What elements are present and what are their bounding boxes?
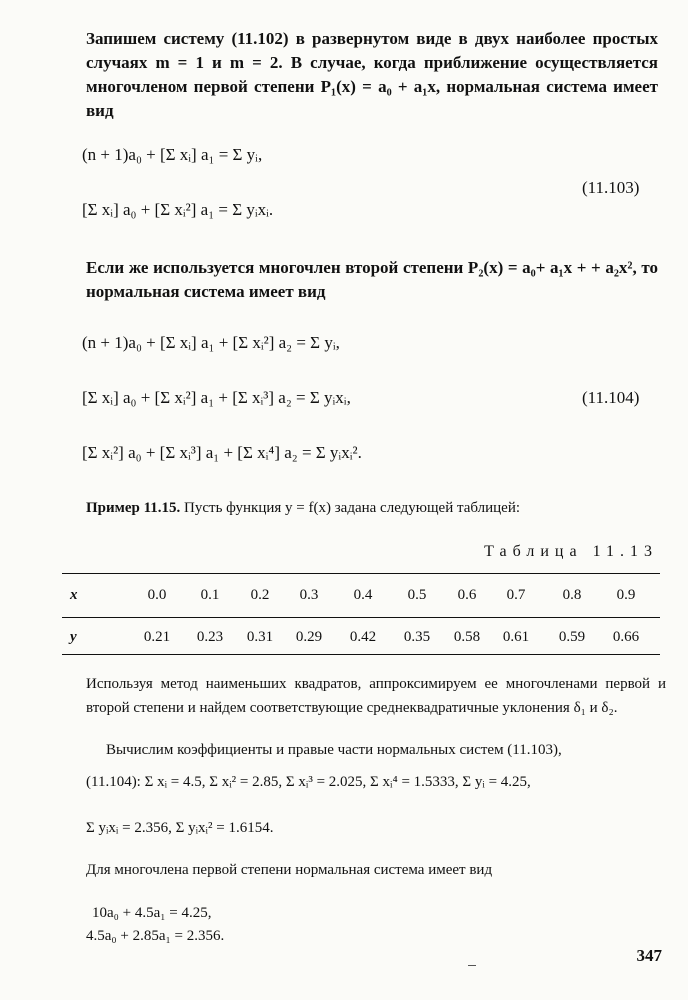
table-y-cell: 0.42 [349,629,377,645]
table-x-cell: 0.0 [147,587,167,603]
system-row-2: 4.5a₀ + 2.85a₁ = 2.356. [86,928,225,944]
eq-11-104-row-3: [Σ xᵢ²] a₀ + [Σ xᵢ³] a₁ + [Σ xᵢ⁴] a₂ = Σ yᵢxᵢ². [82,443,362,462]
intro-paragraph: Запишем систему (11.102) в развернутом виде в двух наиболее простых случаях m = 1 и m = 2. В случае, когда приближение осуществляется многочленом первой степени P₁(x) = a₀ + a₁x, нормальная система имеет вид [86,29,658,120]
coefficients-line-2: (11.104): Σ xᵢ = 4.5, Σ xᵢ² = 2.85, Σ xᵢ³ = 2.025, Σ xᵢ⁴ = 1.5333, Σ yᵢ = 4.25, [86,774,531,790]
table-x-cell: 0.6 [457,587,477,603]
example-label: Пример 11.15. [86,500,181,516]
table-x-cell: 0.2 [250,587,270,603]
table-y-cell: 0.21 [143,629,171,645]
table-separator [62,617,660,618]
table-x-cell: 0.8 [562,587,582,603]
eq-11-104-row-2: [Σ xᵢ] a₀ + [Σ xᵢ²] a₁ + [Σ xᵢ³] a₂ = Σ yᵢxᵢ, [82,388,351,407]
table-y-cell: 0.58 [453,629,481,645]
coefficients-line-1: Вычислим коэффициенты и правые части нормальных систем (11.103), [106,742,562,758]
page-number: 347 [636,946,662,965]
eq-number-11-103: (11.103) [582,178,640,197]
eq-11-104-row-1: (n + 1)a₀ + [Σ xᵢ] a₁ + [Σ xᵢ²] a₂ = Σ yᵢ, [82,333,340,352]
method-paragraph: Используя метод наименьших квадратов, аппроксимируем ее многочленами первой и второй степени и найдем соответствующие среднеквадратичные уклонения δ₁ и δ₂. [86,676,666,716]
table-y-cell: 0.23 [196,629,224,645]
table-y-cell: 0.59 [558,629,586,645]
first-degree-intro: Для многочлена первой степени нормальная система имеет вид [86,862,493,878]
footer-dash [468,965,476,966]
table-x-cell: 0.9 [616,587,636,603]
table-x-cell: 0.7 [506,587,526,603]
table-x-cell: 0.4 [353,587,373,603]
example-text: Пусть функция y = f(x) задана следующей таблицей: [184,500,521,516]
table-y-label: y [70,629,77,645]
table-y-cell: 0.29 [295,629,323,645]
table-x-cell: 0.1 [200,587,220,603]
example-line [86,496,666,520]
table-x-label: x [70,587,78,603]
table-y-cell: 0.31 [246,629,274,645]
data-table [62,573,660,655]
coefficients-line-3: Σ yᵢxᵢ = 2.356, Σ yᵢxᵢ² = 1.6154. [86,820,274,836]
second-degree-paragraph: Если же используется многочлен второй степени P₂(x) = a₀+ a₁x + + a₂x², то нормальная система имеет вид [86,258,658,301]
table-title: Таблица 11.13 [484,543,658,560]
table-y-cell: 0.61 [502,629,530,645]
eq-11-103-row-1: (n + 1)a₀ + [Σ xᵢ] a₁ = Σ yᵢ, [82,145,263,164]
table-y-cell: 0.66 [612,629,640,645]
eq-11-103-row-2: [Σ xᵢ] a₀ + [Σ xᵢ²] a₁ = Σ yᵢxᵢ. [82,200,274,219]
table-y-cell: 0.35 [403,629,431,645]
eq-number-11-104: (11.104) [582,388,640,407]
system-row-1: 10a₀ + 4.5a₁ = 4.25, [92,905,212,921]
table-x-cell: 0.3 [299,587,319,603]
table-x-cell: 0.5 [407,587,427,603]
